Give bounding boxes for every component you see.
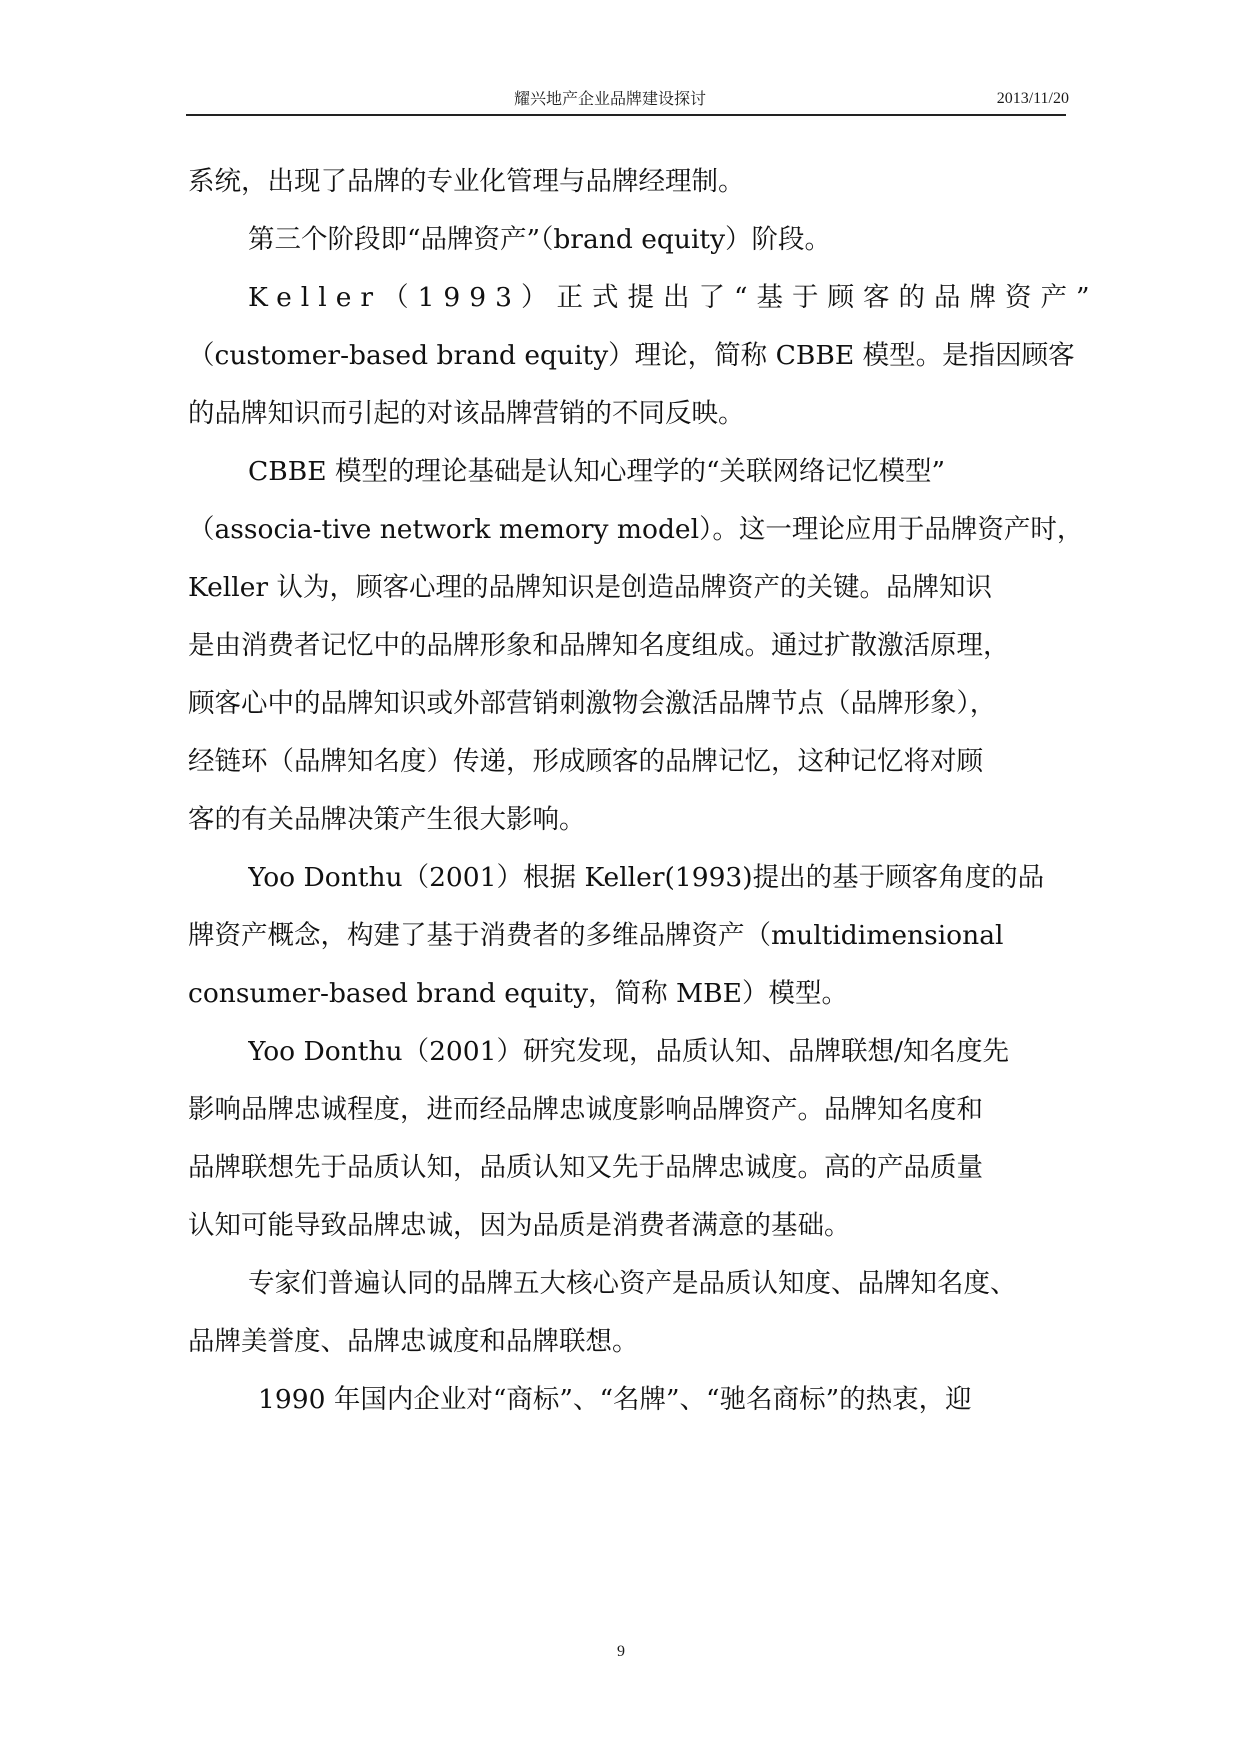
text-line: 经链环（品牌知名度）传递，形成顾客的品牌记忆，这种记忆将对顾 bbox=[188, 746, 983, 777]
text-line: Yoo Donthu（2001）根据 Keller(1993)提出的基于顾客角度的品 bbox=[248, 862, 1045, 893]
text-line: 影响品牌忠诚程度，进而经品牌忠诚度影响品牌资产。品牌知名度和 bbox=[188, 1094, 983, 1125]
text-line: Keller（1993）正式提出了“基于顾客的品牌资产” bbox=[248, 282, 1099, 313]
text-line: 专家们普遍认同的品牌五大核心资产是品质认知度、品牌知名度、 bbox=[248, 1268, 1017, 1299]
text-line: 顾客心中的品牌知识或外部营销刺激物会激活品牌节点（品牌形象）， bbox=[188, 688, 997, 719]
text-line: 第三个阶段即“品牌资产”（brand equity）阶段。 bbox=[248, 224, 832, 255]
page-number: 9 bbox=[617, 1643, 625, 1660]
text-line: 的品牌知识而引起的对该品牌营销的不同反映。 bbox=[188, 398, 745, 429]
text-line: consumer-based brand equity，简称 MBE）模型。 bbox=[188, 978, 848, 1009]
text-line: 客的有关品牌决策产生很大影响。 bbox=[188, 804, 586, 835]
header-date: 2013/11/20 bbox=[996, 90, 1069, 107]
text-line: 品牌联想先于品质认知，品质认知又先于品牌忠诚度。高的产品质量 bbox=[188, 1152, 983, 1183]
text-line: 是由消费者记忆中的品牌形象和品牌知名度组成。通过扩散激活原理， bbox=[188, 630, 1010, 661]
text-line: 品牌美誉度、品牌忠诚度和品牌联想。 bbox=[188, 1326, 639, 1357]
header-divider bbox=[186, 114, 1066, 116]
text-line: 系统，出现了品牌的专业化管理与品牌经理制。 bbox=[188, 166, 745, 197]
text-line: CBBE 模型的理论基础是认知心理学的“关联网络记忆模型” bbox=[248, 456, 946, 487]
text-line: 认知可能导致品牌忠诚，因为品质是消费者满意的基础。 bbox=[188, 1210, 851, 1241]
text-line: Keller 认为，顾客心理的品牌知识是创造品牌资产的关键。品牌知识 bbox=[188, 572, 992, 603]
text-line: （customer-based brand equity）理论，简称 CBBE 模型。是指因顾客 bbox=[188, 340, 1075, 371]
text-line: 牌资产概念，构建了基于消费者的多维品牌资产（multidimensional bbox=[188, 920, 1004, 951]
text-line: （associa-tive network memory model）。这一理论应用于品牌资产时， bbox=[188, 514, 1084, 545]
text-line: 1990 年国内企业对“商标”、“名牌”、“驰名商标”的热衷，迎 bbox=[258, 1384, 972, 1415]
header-title: 耀兴地产企业品牌建设探讨 bbox=[513, 89, 706, 108]
text-line: Yoo Donthu（2001）研究发现，品质认知、品牌联想/知名度先 bbox=[248, 1036, 1009, 1067]
